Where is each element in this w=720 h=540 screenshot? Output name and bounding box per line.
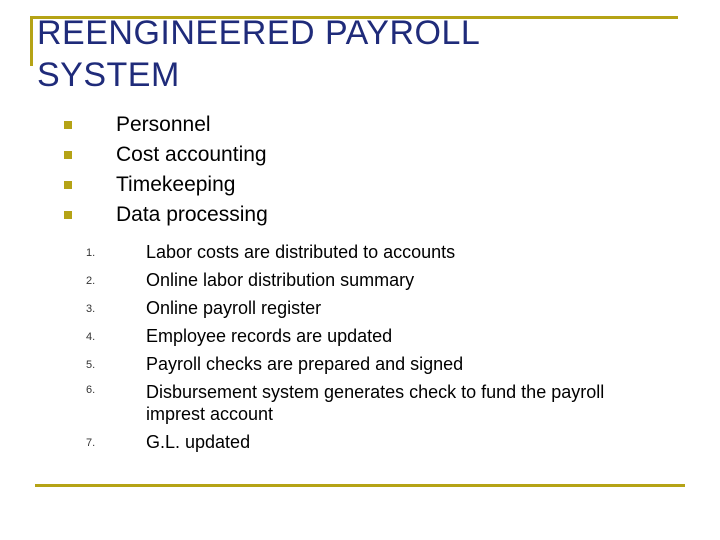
footer-rule <box>35 484 685 487</box>
step-item <box>86 350 646 378</box>
step-number: 7. <box>86 437 96 449</box>
step-text: Online labor distribution summary <box>146 270 415 290</box>
title-frame-left <box>30 16 33 66</box>
step-number: 4. <box>86 331 96 343</box>
numbered-step-list <box>86 238 646 456</box>
step-item <box>86 238 646 266</box>
step-text: Labor costs are distributed to accounts <box>146 242 456 262</box>
square-bullet-icon <box>64 151 72 159</box>
square-bullet-icon <box>64 211 72 219</box>
bullet-label: Timekeeping <box>116 173 236 196</box>
step-item <box>86 266 646 294</box>
step-number: 6. <box>86 384 96 396</box>
step-number: 3. <box>86 303 96 315</box>
bullet-label: Personnel <box>116 113 211 136</box>
step-item <box>86 428 646 456</box>
title-line-2: SYSTEM <box>37 56 180 94</box>
step-text: G.L. updated <box>146 432 251 452</box>
square-bullet-icon <box>64 181 72 189</box>
step-item <box>86 378 646 428</box>
step-text: Online payroll register <box>146 298 322 318</box>
step-number: 5. <box>86 359 96 371</box>
step-text: Employee records are updated <box>146 326 393 346</box>
bullet-label: Cost accounting <box>116 143 267 166</box>
square-bullet-icon <box>64 121 72 129</box>
step-text: Disbursement system generates check to fund the payroll imprest account <box>146 382 605 424</box>
bullet-label: Data processing <box>116 203 268 226</box>
step-item <box>86 322 646 350</box>
step-number: 2. <box>86 275 96 287</box>
step-item <box>86 294 646 322</box>
title-line-1: REENGINEERED PAYROLL <box>37 14 481 52</box>
step-text: Payroll checks are prepared and signed <box>146 354 464 374</box>
step-number: 1. <box>86 247 96 259</box>
slide-title <box>37 12 480 96</box>
